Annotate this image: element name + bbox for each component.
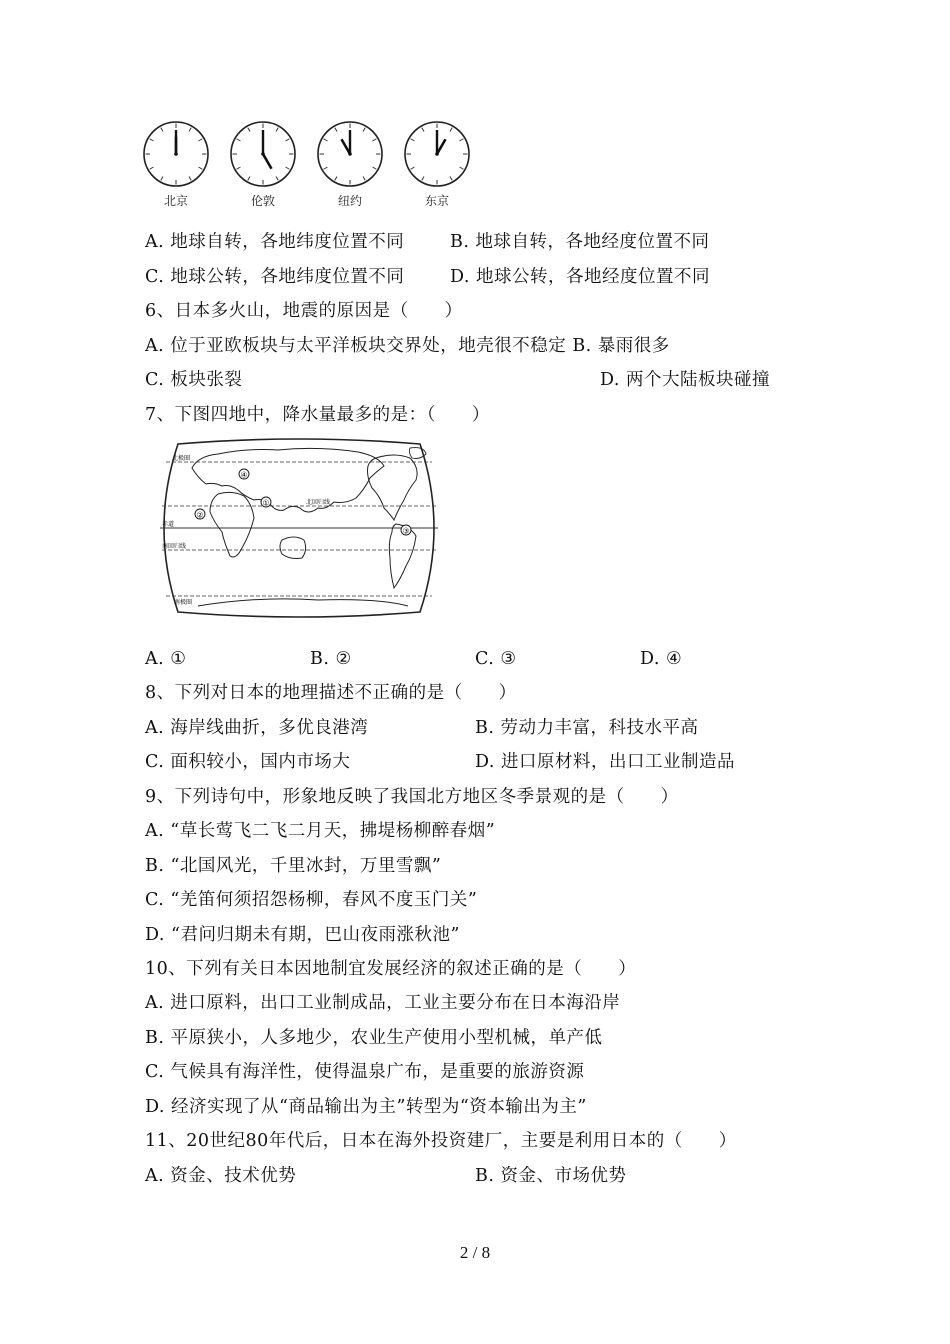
marker-3: ③ [402,526,410,536]
q11-option-a: A. 资金、技术优势 [145,1166,297,1186]
q7-stem: 7、下图四地中，降水量最多的是：（ ） [145,405,490,425]
marker-2: ② [196,510,204,520]
q5-option-d: D. 地球公转，各地经度位置不同 [450,267,711,287]
q5-option-c: C. 地球公转，各地纬度位置不同 [145,267,405,287]
q9-option-b: B. “北国风光，千里冰封，万里雪飘” [145,856,442,876]
label-tropic-north: 北回归线 [306,499,331,506]
clock-4 [401,118,473,210]
clock-city-label: 纽约 [337,194,362,208]
q5-option-a: A. 地球自转，各地纬度位置不同 [145,232,405,252]
clock-2 [227,118,299,210]
q6-option-c: C. 板块张裂 [145,370,243,390]
marker-1: ① [262,498,270,508]
clock-center [174,152,178,156]
q7-option-c: C. ③ [475,649,517,669]
clock-1 [140,118,212,210]
q10-stem: 10、下列有关日本因地制宜发展经济的叙述正确的是（ ） [145,959,637,979]
label-equator: 赤道 [162,521,175,528]
q7-option-a: A. ① [145,649,187,669]
q5-option-b: B. 地球自转，各地经度位置不同 [450,232,710,252]
clock-face-2 [227,118,299,190]
q8-option-d: D. 进口原材料，出口工业制造品 [475,752,736,772]
q10-option-d: D. 经济实现了从“商品输出为主”转型为“资本输出为主” [145,1097,587,1117]
q6-option-ab: A. 位于亚欧板块与太平洋板块交界处，地壳很不稳定 B. 暴雨很多 [145,336,670,356]
clock-city-label: 伦敦 [250,194,275,208]
q11-option-b: B. 资金、市场优势 [475,1166,627,1186]
q11-stem: 11、20世纪80年代后，日本在海外投资建厂，主要是利用日本的（ ） [145,1131,737,1151]
q10-option-b: B. 平原狭小，人多地少，农业生产使用小型机械，单产低 [145,1028,603,1048]
marker-4: ④ [240,470,248,480]
q8-option-b: B. 劳动力丰富，科技水平高 [475,718,699,738]
clock-city-label: 东京 [424,194,449,208]
q9-stem: 9、下列诗句中，形象地反映了我国北方地区冬季景观的是（ ） [145,787,679,807]
label-arctic-circle: 北极圈 [172,455,191,462]
clock-center [348,152,352,156]
q7-option-d: D. ④ [640,649,683,669]
clock-center [435,152,439,156]
q9-option-a: A. “草长莺飞二飞二月天，拂堤杨柳醉春烟” [145,821,496,841]
q9-option-d: D. “君问归期未有期，巴山夜雨涨秋池” [145,925,460,945]
q7-option-b: B. ② [310,649,352,669]
page-number: 2 / 8 [459,1243,491,1262]
world-map-figure [158,438,440,618]
q8-stem: 8、下列对日本的地理描述不正确的是（ ） [145,683,517,703]
clock-face-4 [401,118,473,190]
label-tropic-south: 南回归线 [162,543,187,550]
clock-face-1 [140,118,212,190]
label-antarctic-circle: 南极圈 [174,599,193,606]
clock-face-3 [314,118,386,190]
clock-center [261,152,265,156]
q8-option-a: A. 海岸线曲折，多优良港湾 [145,718,369,738]
q10-option-c: C. 气候具有海洋性，使得温泉广布，是重要的旅游资源 [145,1062,585,1082]
q8-option-c: C. 面积较小，国内市场大 [145,752,351,772]
q9-option-c: C. “羌笛何须招怨杨柳，春风不度玉门关” [145,890,478,910]
clock-city-label: 北京 [163,194,188,208]
clock-3 [314,118,386,210]
q6-stem: 6、日本多火山，地震的原因是（ ） [145,301,463,321]
q6-option-d: D. 两个大陆板块碰撞 [600,370,771,390]
q10-option-a: A. 进口原料，出口工业制成品，工业主要分布在日本海沿岸 [145,993,621,1013]
clock-figure [140,118,480,210]
